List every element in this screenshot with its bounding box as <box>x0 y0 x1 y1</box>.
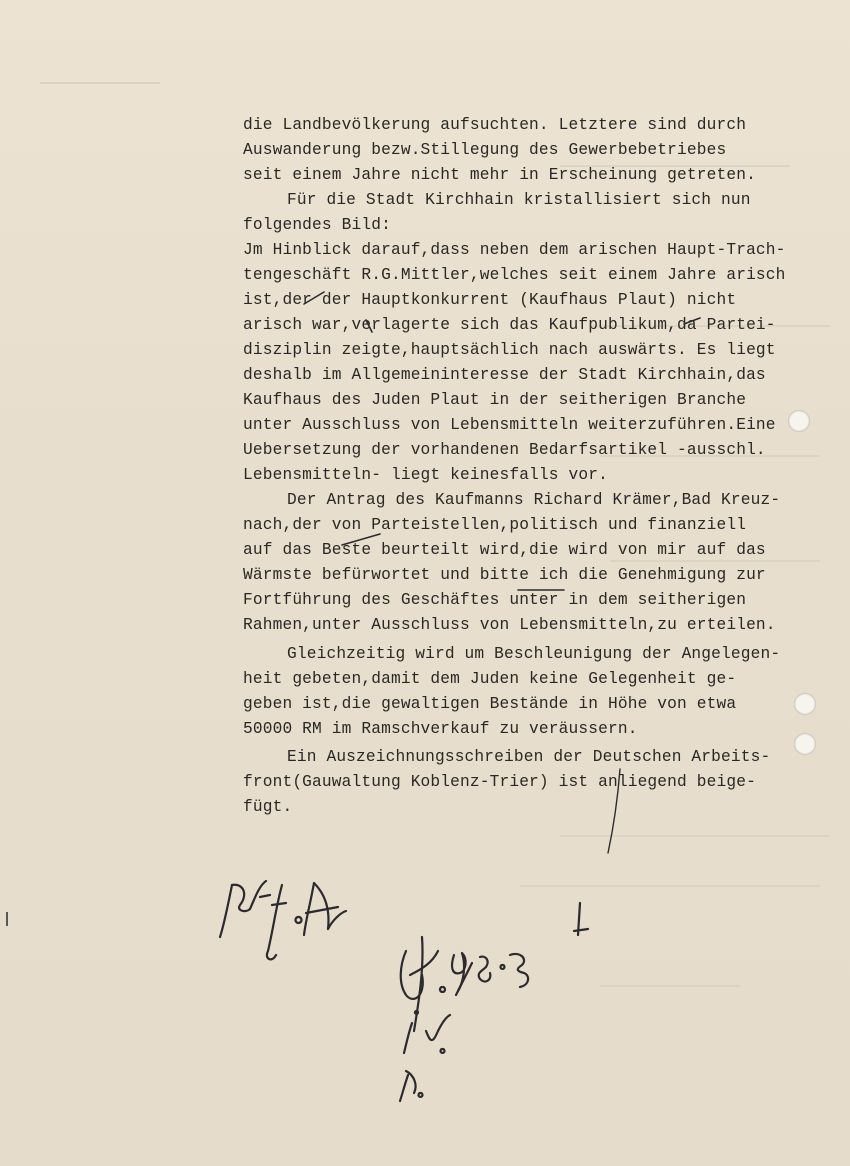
letter-line: die Landbevölkerung aufsuchten. Letztere sind durch <box>243 116 747 134</box>
letter-line: fügt. <box>243 798 293 816</box>
letter-line: ist,der der Hauptkonkurrent (Kaufhaus Plaut) nicht <box>243 291 737 309</box>
letter-line: disziplin zeigte,hauptsächlich nach auswärts. Es liegt <box>243 341 776 359</box>
letter-line: front(Gauwaltung Koblenz-Trier) ist anliegend beige- <box>243 773 756 791</box>
margin-mark <box>6 912 8 926</box>
letter-line: Fortführung des Geschäftes unter in dem seitherigen <box>243 591 747 609</box>
letter-line: unter Ausschluss von Lebensmitteln weiterzuführen.Eine <box>243 416 776 434</box>
letter-line: Uebersetzung der vorhandenen Bedarfsartikel -ausschl. <box>243 441 766 459</box>
letter-line: Gleichzeitig wird um Beschleunigung der Angelegen- <box>287 645 781 663</box>
letter-line: Der Antrag des Kaufmanns Richard Krämer,Bad Kreuz- <box>287 491 781 509</box>
handwritten-signature <box>210 855 610 1115</box>
letter-line: arisch war,verlagerte sich das Kaufpublikum,da Partei- <box>243 316 776 334</box>
letter-line: deshalb im Allgemeininteresse der Stadt Kirchhain,das <box>243 366 766 384</box>
letter-line: Kaufhaus des Juden Plaut in der seitherigen Branche <box>243 391 747 409</box>
letter-line: heit gebeten,damit dem Juden keine Gelegenheit ge- <box>243 670 737 688</box>
letter-line: Jm Hinblick darauf,dass neben dem arischen Haupt-Trach- <box>243 241 786 259</box>
punch-hole <box>788 410 810 432</box>
punch-hole <box>794 693 816 715</box>
letter-line: geben ist,die gewaltigen Bestände in Höhe von etwa <box>243 695 737 713</box>
letter-line: Rahmen,unter Ausschluss von Lebensmitteln,zu erteilen. <box>243 616 776 634</box>
letter-line: nach,der von Parteistellen,politisch und finanziell <box>243 516 747 534</box>
letter-line: auf das Beste beurteilt wird,die wird von mir auf das <box>243 541 766 559</box>
letter-line: Wärmste befürwortet und bitte ich die Genehmigung zur <box>243 566 766 584</box>
margin-stroke <box>600 765 640 855</box>
letter-line: Für die Stadt Kirchhain kristallisiert sich nun <box>287 191 751 209</box>
letter-line: 50000 RM im Ramschverkauf zu veräussern. <box>243 720 638 738</box>
letter-line: seit einem Jahre nicht mehr in Erscheinung getreten. <box>243 166 756 184</box>
letter-line: Lebensmitteln- liegt keinesfalls vor. <box>243 466 608 484</box>
letter-line: tengeschäft R.G.Mittler,welches seit einem Jahre arisch <box>243 266 786 284</box>
punch-hole <box>794 733 816 755</box>
letter-line: Auswanderung bezw.Stillegung des Gewerbebetriebes <box>243 141 727 159</box>
letter-line: folgendes Bild: <box>243 216 391 234</box>
letter-line: Ein Auszeichnungsschreiben der Deutschen Arbeits- <box>287 748 771 766</box>
correction-marks <box>300 290 720 610</box>
